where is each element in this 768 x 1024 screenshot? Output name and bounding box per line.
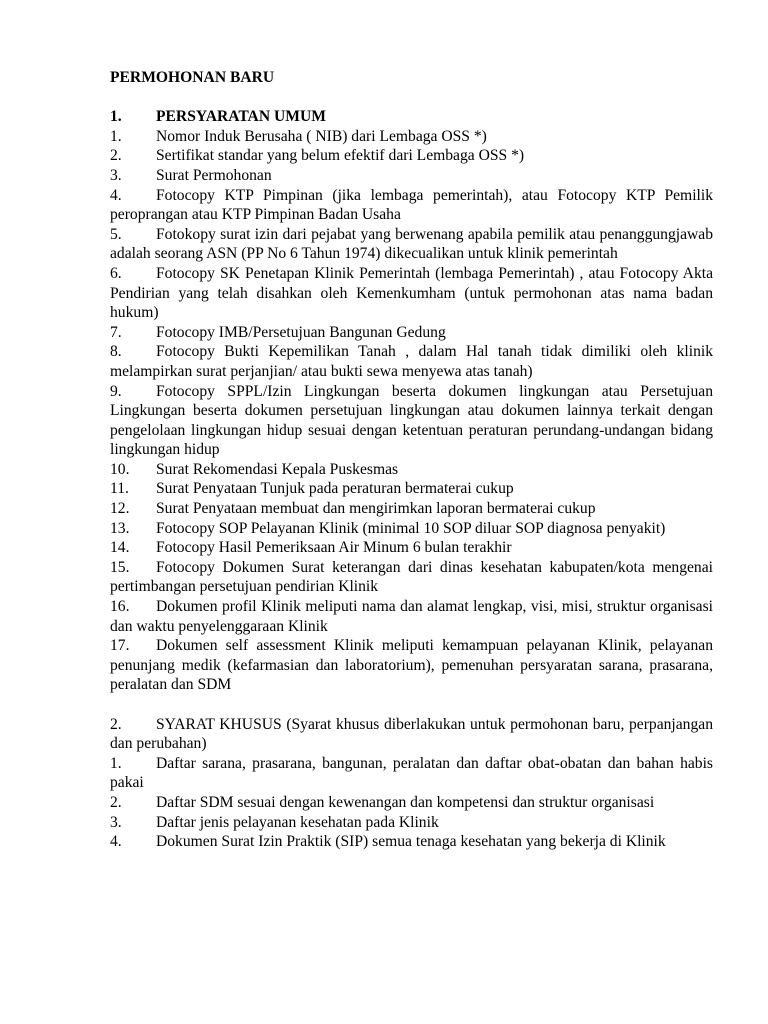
list-item (110, 813, 713, 833)
list-item-text: Fotocopy SK Penetapan Klinik Pemerintah (lembaga Pemerintah) , atau Fotocopy Akta Pendirian yang telah disahkan oleh Kemenkumham (untuk permohonan atas nama badan hukum) (110, 264, 713, 322)
list-item (110, 225, 713, 264)
document-page (110, 68, 713, 852)
list-item-number: 12. (110, 500, 130, 518)
list-item-text: Fotocopy SPPL/Izin Lingkungan beserta dokumen lingkungan atau Persetujuan Lingkungan beserta dokumen persetujuan lingkungan atau dokumen lainnya terkait dengan pengelolaan lingkungan hidup sesuai dengan ketentuan peraturan perundang-undangan bidang lingkungan hidup (110, 382, 713, 459)
list-item (110, 793, 713, 813)
list-item-number: 17. (110, 637, 130, 655)
list-item-number: 14. (110, 539, 130, 557)
list-item-text: Surat Permohonan (156, 166, 272, 184)
list-item (110, 127, 713, 147)
list-item-number: 13. (110, 519, 130, 537)
list-item-text: Surat Penyataan Tunjuk pada peraturan bermaterai cukup (156, 480, 514, 498)
list-item (110, 636, 713, 695)
list-item-text: Fotocopy Hasil Pemeriksaan Air Minum 6 bulan terakhir (156, 539, 512, 557)
list-item (110, 186, 713, 225)
list-item (110, 264, 713, 323)
section-number: 2. (110, 715, 122, 733)
list-item-text: Daftar SDM sesuai dengan kewenangan dan kompetensi dan struktur organisasi (156, 793, 655, 811)
list-item-number: 16. (110, 598, 130, 616)
list-item (110, 382, 713, 460)
list-item-number: 15. (110, 558, 130, 576)
special-requirements-list (110, 754, 713, 852)
list-item (110, 597, 713, 636)
list-item (110, 342, 713, 381)
spacer (110, 695, 713, 715)
list-item (110, 754, 713, 793)
list-item-text: Fotocopy Bukti Kepemilikan Tanah , dalam Hal tanah tidak dimiliki oleh klinik melampirkan surat perjanjian/ atau bukti sewa menyewa atas tanah) (110, 343, 713, 380)
list-item-number: 11. (110, 480, 129, 498)
section-heading-text: SYARAT KHUSUS (Syarat khusus diberlakukan untuk permohonan baru, perpanjangan dan perubahan) (110, 715, 713, 753)
general-requirements-list (110, 127, 713, 695)
list-item (110, 166, 713, 186)
list-item-number: 5. (110, 225, 122, 243)
section-heading-general (110, 107, 713, 127)
list-item-text: Fotokopy surat izin dari pejabat yang berwenang apabila pemilik atau penanggungjawab adalah seorang ASN (PP No 6 Tahun 1974) dikecualikan untuk klinik pemerintah (110, 225, 713, 263)
list-item-number: 1. (110, 127, 122, 145)
list-item-text: Surat Penyataan membuat dan mengirimkan laporan bermaterai cukup (156, 500, 596, 518)
list-item-text: Dokumen self assessment Klinik meliputi kemampuan pelayanan Klinik, pelayanan penunjang medik (kefarmasian dan laboratorium), pemenuhan persyaratan sarana, prasarana, peralatan dan SDM (110, 637, 713, 694)
section-heading-special (110, 715, 713, 754)
list-item (110, 460, 713, 480)
list-item (110, 519, 713, 539)
list-item-text: Dokumen Surat Izin Praktik (SIP) semua tenaga kesehatan yang bekerja di Klinik (156, 833, 666, 851)
list-item-text: Daftar sarana, prasarana, bangunan, peralatan dan daftar obat-obatan dan bahan habis pakai (110, 754, 713, 792)
list-item-text: Fotocopy KTP Pimpinan (jika lembaga pemerintah), atau Fotocopy KTP Pemilik peroprangan atau KTP Pimpinan Badan Usaha (110, 186, 713, 224)
list-item-text: Surat Rekomendasi Kepala Puskesmas (156, 460, 399, 478)
list-item (110, 538, 713, 558)
list-item-number: 7. (110, 323, 122, 341)
list-item (110, 146, 713, 166)
list-item-number: 4. (110, 186, 122, 204)
list-item-text: Daftar jenis pelayanan kesehatan pada Klinik (156, 813, 439, 831)
list-item-number: 9. (110, 382, 122, 400)
document-title: PERMOHONAN BARU (110, 69, 275, 86)
list-item-number: 3. (110, 166, 122, 184)
list-item-number: 2. (110, 793, 122, 811)
list-item-text: Fotocopy SOP Pelayanan Klinik (minimal 10 SOP diluar SOP diagnosa penyakit) (156, 519, 666, 537)
list-item (110, 499, 713, 519)
list-item-text: Sertifikat standar yang belum efektif dari Lembaga OSS *) (156, 147, 525, 165)
section-heading-text: PERSYARATAN UMUM (156, 108, 326, 126)
list-item-text: Fotocopy IMB/Persetujuan Bangunan Gedung (156, 323, 446, 341)
spacer (110, 88, 713, 108)
list-item-number: 2. (110, 147, 122, 165)
list-item-text: Fotocopy Dokumen Surat keterangan dari dinas kesehatan kabupaten/kota mengenai pertimbangan persetujuan pendirian Klinik (110, 558, 713, 596)
list-item-number: 8. (110, 343, 122, 361)
list-item-text: Dokumen profil Klinik meliputi nama dan alamat lengkap, visi, misi, struktur organisasi dan waktu penyelenggaraan Klinik (110, 598, 713, 635)
list-item (110, 479, 713, 499)
list-item-text: Nomor Induk Berusaha ( NIB) dari Lembaga OSS *) (156, 127, 487, 145)
list-item (110, 832, 713, 852)
list-item (110, 558, 713, 597)
list-item-number: 6. (110, 264, 122, 282)
list-item (110, 323, 713, 343)
list-item-number: 3. (110, 813, 122, 831)
list-item-number: 4. (110, 833, 122, 851)
list-item-number: 10. (110, 460, 130, 478)
list-item-number: 1. (110, 754, 122, 772)
section-number: 1. (110, 108, 122, 126)
